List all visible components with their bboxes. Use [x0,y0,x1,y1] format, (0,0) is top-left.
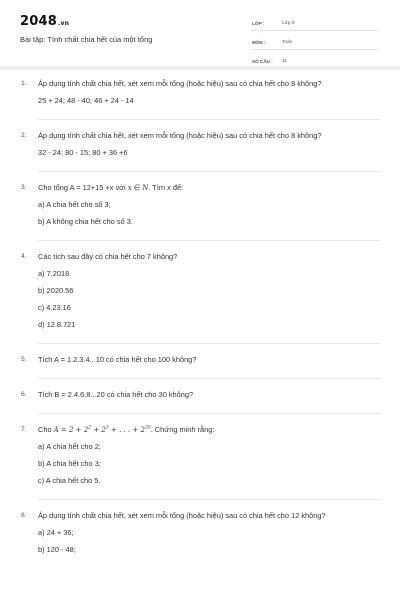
meta-key: MÔN : [252,39,266,45]
math-var: x [127,184,132,192]
question-item: 32 - 24; 80 - 15; 80 + 36 +6 [38,148,128,157]
question-8 [0,510,400,555]
meta-value: Lớp 6 [282,20,295,26]
question-number: 3. [21,184,27,191]
question-number: 5. [21,356,27,363]
question-divider [38,343,380,344]
question-item: d) 12.8.721 [38,320,76,329]
question-item: b) A không chia hết cho số 3. [38,217,133,226]
question-number: 4. [21,253,27,260]
question-item: b) A chia hết cho 3; [38,459,101,468]
question-number: 1. [21,80,27,87]
question-text: Áp dụng tính chất chia hết, xét xem mỗi tổng (hoặc hiệu) sau có chia hết cho 12 không? [38,511,326,520]
math-set: N [142,184,149,192]
question-item: a) 7.2018 [38,269,70,278]
question-3 [0,182,400,241]
question-text: Cho tổng A = 12+15 +x với x ∈ N. Tìm x để: [38,183,184,192]
question-text: Áp dụng tính chất chia hết, xét xem mỗi tổng (hoặc hiệu) sau có chia hết cho 8 không? [38,79,322,88]
meta-key: LỚP : [252,20,265,26]
question-item: 25 + 24; 48 - 40; 46 + 24 - 14 [38,96,134,105]
question-item: b) 120 - 48; [38,545,76,554]
question-divider [38,119,380,120]
header-divider [0,66,400,70]
question-divider [38,413,380,414]
question-4 [0,251,400,344]
question-7 [0,424,400,500]
meta-value: 11 [282,58,287,64]
worksheet-header [0,0,400,66]
question-divider [38,499,380,500]
site-logo[interactable]: 2048.vn [20,14,70,29]
worksheet-meta [252,16,378,73]
meta-row-grade [252,16,378,31]
question-divider [38,240,380,241]
question-1 [0,78,400,120]
question-item: c) 4.23.16 [38,303,71,312]
question-item: a) A chia hết cho số 3; [38,200,111,209]
question-item: a) A chia hết cho 2; [38,442,101,451]
worksheet-title: Bài tập: Tính chất chia hết của một tổng [20,35,153,44]
math-formula: $A = 2 + 2^2 + 2^3$ + . . . + $2^{20}$ [53,425,151,434]
meta-key: SỐ CÂU : [252,58,273,64]
question-text: Áp dụng tính chất chia hết, xét xem mỗi tổng (hoặc hiệu) sau có chia hết cho 8 không? [38,131,322,140]
question-number: 7. [21,426,27,433]
question-5 [0,354,400,379]
meta-row-subject [252,35,378,50]
question-2 [0,130,400,172]
question-6 [0,389,400,414]
question-text: Các tích sau đây có chia hết cho 7 không? [38,252,178,261]
question-number: 8. [21,512,27,519]
question-text: Cho $A = 2 + 2^2 + 2^3$ + . . . + $2^{20}$. Chứng minh rằng: [38,425,215,434]
question-item: b) 2020.56 [38,286,74,295]
question-number: 2. [21,132,27,139]
question-item: a) 24 + 36; [38,528,74,537]
question-divider [38,171,380,172]
meta-value: Toán [282,39,293,45]
question-number: 6. [21,391,27,398]
question-divider [38,378,380,379]
question-text: Tích A = 1.2.3.4...10 có chia hết cho 100 không? [38,355,197,364]
question-item: c) A chia hết cho 5. [38,476,101,485]
question-list [0,78,400,555]
question-text: Tích B = 2.4.6.8...20 có chia hết cho 30 không? [38,390,194,399]
